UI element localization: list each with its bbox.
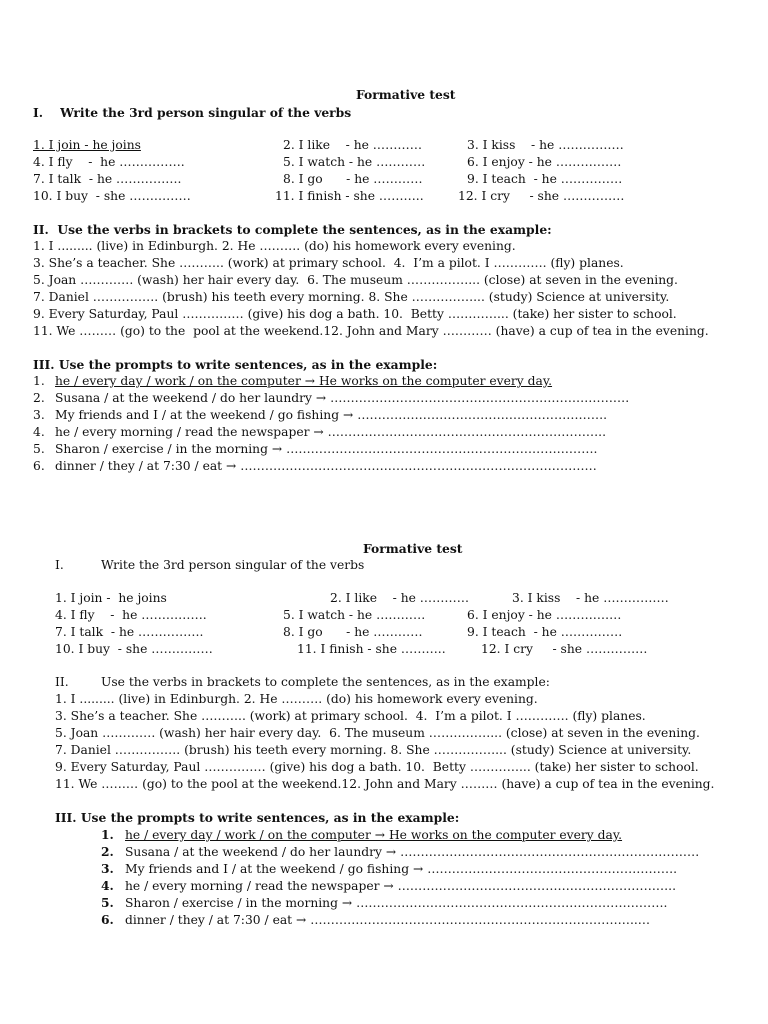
prompt-number: 3. (101, 861, 114, 876)
prompt-item (101, 843, 699, 861)
sentence-line: 1. I ......... (live) in Edinburgh. 2. He ………. (do) his homework every evening. (55, 692, 538, 706)
prompt-number: 5. (33, 442, 45, 456)
prompt-item (101, 894, 667, 912)
verb-item: 5. I watch - he ………… (283, 608, 426, 622)
prompt-text: My friends and I / at the weekend / go fishing → ……………………………………………………. (125, 862, 678, 876)
verb-item: 7. I talk - he ……………. (33, 172, 182, 186)
verb-item: 4. I fly - he ……………. (33, 155, 185, 169)
verb-item: 8. I go - he ………… (283, 625, 423, 639)
verb-item: 7. I talk - he ……………. (55, 625, 204, 639)
prompt-text: Susana / at the weekend / do her laundry → ………………………………………………………………. (125, 845, 700, 859)
section-number: I. (55, 558, 64, 572)
prompt-item (33, 407, 607, 424)
sentence-line: 3. She’s a teacher. She ……….. (work) at primary school. 4. I’m a pilot. I …………. (fly) planes. (55, 709, 646, 723)
prompt-item (101, 877, 676, 895)
section-number: II. (55, 675, 69, 689)
verb-item: 12. I cry - she …………… (481, 642, 648, 656)
section-1-heading: I. Write the 3rd person singular of the verbs (33, 105, 352, 120)
prompt-number: 3. (33, 408, 45, 422)
prompt-text: dinner / they / at 7:30 / eat → …………………………………………………………………………… (55, 459, 597, 473)
section-2-heading (55, 674, 550, 691)
prompt-item (33, 441, 597, 458)
sentence-line: 7. Daniel ……………. (brush) his teeth every morning. 8. She ……………... (study) Science at university. (33, 290, 670, 304)
prompt-item (101, 860, 677, 878)
prompt-text: he / every morning / read the newspaper → ………………………………………………………….. (125, 879, 676, 893)
section-1-heading (55, 557, 364, 574)
section-3-heading: III. Use the prompts to write sentences, as in the example: (33, 357, 438, 372)
prompt-number: 2. (33, 391, 45, 405)
sentence-line: 11. We ……… (go) to the pool at the weekend.12. John and Mary ………… (have) a cup of tea in the evening. (33, 324, 709, 338)
verb-item: 2. I like - he ………… (330, 591, 469, 605)
verb-item: 3. I kiss - he ……………. (512, 591, 669, 605)
prompt-item (101, 826, 622, 844)
verb-item: 10. I buy - she …………… (33, 189, 191, 203)
sentence-line: 7. Daniel ……………. (brush) his teeth every morning. 8. She ……………... (study) Science at university. (55, 743, 692, 757)
verb-item: 2. I like - he ………… (283, 138, 422, 152)
prompt-number: 1. (101, 827, 114, 842)
sentence-line: 3. She’s a teacher. She ……….. (work) at primary school. 4. I’m a pilot. I …………. (fly) planes. (33, 256, 624, 270)
prompt-item (33, 458, 597, 475)
prompt-number: 4. (33, 425, 45, 439)
prompt-number: 5. (101, 895, 114, 910)
section-heading-text: Write the 3rd person singular of the verbs (101, 558, 365, 572)
verb-item: 6. I enjoy - he ……………. (467, 155, 622, 169)
prompt-text-example: he / every day / work / on the computer → He works on the computer every day. (125, 828, 623, 842)
prompt-text: Sharon / exercise / in the morning → …………………………………………………………………. (125, 896, 668, 910)
prompt-text: My friends and I / at the weekend / go fishing → ……………………………………………………. (55, 408, 608, 422)
prompt-item (33, 424, 606, 441)
verb-item: 3. I kiss - he ……………. (467, 138, 624, 152)
prompt-text: dinner / they / at 7:30 / eat → ……………………………………………………………………..… (125, 913, 651, 927)
verb-item: 12. I cry - she …………… (458, 189, 625, 203)
prompt-text: Sharon / exercise / in the morning → …………………………………………………………………. (55, 442, 598, 456)
prompt-text-example: he / every day / work / on the computer → He works on the computer every day. (55, 374, 553, 388)
verb-item: 8. I go - he ………… (283, 172, 423, 186)
prompt-number: 2. (101, 844, 114, 859)
test-title: Formative test (363, 541, 463, 556)
prompt-number: 6. (33, 459, 45, 473)
section-heading-text: Use the verbs in brackets to complete the sentences, as in the example: (101, 675, 550, 689)
prompt-text: Susana / at the weekend / do her laundry → ………………………………………………………………. (55, 391, 630, 405)
verb-item: 9. I teach - he …………… (467, 625, 623, 639)
sentence-line: 11. We ……… (go) to the pool at the weekend.12. John and Mary ……… (have) a cup of tea in the evening. (55, 777, 715, 791)
verb-item: 11. I finish - she ……….. (297, 642, 446, 656)
prompt-item (101, 911, 650, 929)
sentence-line: 1. I ......... (live) in Edinburgh. 2. He ………. (do) his homework every evening. (33, 239, 516, 253)
verb-item: 11. I finish - she ……….. (275, 189, 424, 203)
verb-item: 6. I enjoy - he ……………. (467, 608, 622, 622)
prompt-number: 6. (101, 912, 114, 927)
prompt-number: 4. (101, 878, 114, 893)
verb-item: 9. I teach - he …………… (467, 172, 623, 186)
verb-item: 4. I fly - he ……………. (55, 608, 207, 622)
verb-item: 5. I watch - he ………… (283, 155, 426, 169)
sentence-line: 9. Every Saturday, Paul …………… (give) his dog a bath. 10. Betty …………... (take) her sister to school. (55, 760, 699, 774)
verb-item: 1. I join - he joins (55, 591, 167, 605)
sentence-line: 9. Every Saturday, Paul …………… (give) his dog a bath. 10. Betty …………... (take) her sister to school. (33, 307, 677, 321)
test-title: Formative test (356, 87, 456, 102)
sentence-line: 5. Joan …………. (wash) her hair every day. 6. The museum ……………... (close) at seven in the evening. (55, 726, 700, 740)
prompt-number: 1. (33, 374, 45, 388)
verb-item: 10. I buy - she …………… (55, 642, 213, 656)
sentence-line: 5. Joan …………. (wash) her hair every day. 6. The museum ……………... (close) at seven in the evening. (33, 273, 678, 287)
section-3-heading: III. Use the prompts to write sentences, as in the example: (55, 810, 460, 825)
verb-item-example: 1. I join - he joins (33, 138, 141, 152)
section-2-heading: II. Use the verbs in brackets to complete the sentences, as in the example: (33, 222, 552, 237)
prompt-item (33, 390, 629, 407)
prompt-text: he / every morning / read the newspaper → ………………………………………………………….. (55, 425, 606, 439)
prompt-item (33, 373, 552, 390)
